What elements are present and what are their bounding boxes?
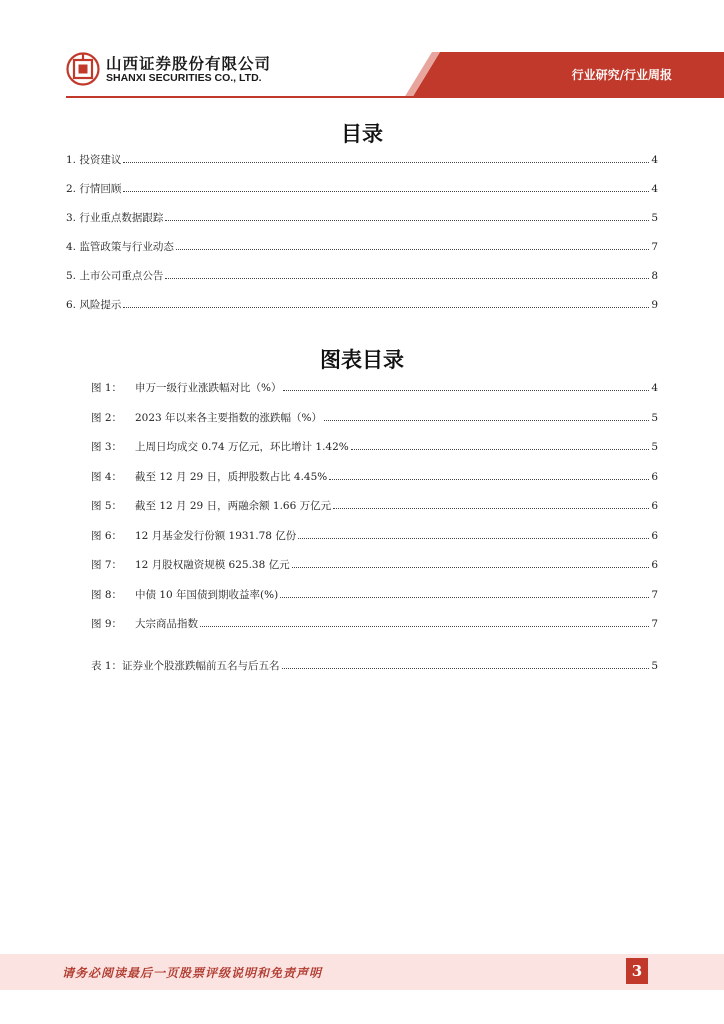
toc-item-label: 2. 行情回顾 bbox=[66, 183, 122, 195]
figure-number: 图 4： bbox=[91, 470, 123, 483]
figure-number: 图 1： bbox=[91, 382, 123, 394]
toc-item-label: 4. 监管政策与行业动态 bbox=[66, 241, 174, 253]
figure-page: 4 bbox=[651, 382, 658, 394]
toc-item-label: 1. 投资建议 bbox=[66, 154, 122, 166]
toc-item-label: 6. 风险提示 bbox=[66, 299, 122, 311]
toc-list bbox=[66, 152, 658, 326]
dot-leader bbox=[324, 419, 649, 421]
figure-label: 截至 12 月 29 日，质押股数占比 4.45% bbox=[135, 470, 328, 483]
dot-leader bbox=[351, 448, 650, 450]
table-label: 表 1：证券业个股涨跌幅前五名与后五名 bbox=[91, 660, 280, 672]
figure-page: 6 bbox=[651, 529, 658, 542]
toc-item[interactable] bbox=[66, 181, 658, 210]
figure-page: 6 bbox=[651, 470, 658, 483]
page-header bbox=[0, 0, 724, 98]
toc-item[interactable] bbox=[66, 152, 658, 181]
figure-item[interactable] bbox=[66, 557, 658, 587]
toc-item-page: 4 bbox=[651, 154, 658, 166]
figure-label: 上周日均成交 0.74 万亿元，环比增计 1.42% bbox=[135, 441, 349, 453]
toc-item[interactable] bbox=[66, 268, 658, 297]
page-number-badge: 3 bbox=[626, 958, 648, 984]
dot-leader bbox=[176, 248, 649, 250]
table-list bbox=[66, 658, 658, 688]
figure-page: 5 bbox=[651, 441, 658, 453]
header-divider bbox=[66, 96, 724, 98]
figure-item[interactable] bbox=[66, 528, 658, 558]
dot-leader bbox=[333, 507, 649, 509]
dot-leader bbox=[165, 219, 649, 221]
dot-leader bbox=[292, 566, 650, 568]
figure-label: 大宗商品指数 bbox=[135, 618, 198, 630]
figure-number: 图 8： bbox=[91, 588, 123, 601]
figure-item[interactable] bbox=[66, 469, 658, 499]
figure-page: 6 bbox=[651, 559, 658, 571]
figure-item[interactable] bbox=[66, 498, 658, 528]
figure-label: 截至 12 月 29 日，两融余额 1.66 万亿元 bbox=[135, 500, 332, 512]
toc-title: 目录 bbox=[341, 122, 383, 146]
dot-leader bbox=[298, 537, 649, 539]
figure-item[interactable] bbox=[66, 616, 658, 646]
table-item[interactable] bbox=[66, 658, 658, 688]
figure-page: 7 bbox=[651, 588, 658, 601]
figure-page: 6 bbox=[651, 500, 658, 512]
figure-number: 图 2： bbox=[91, 411, 123, 424]
dot-leader bbox=[165, 277, 649, 279]
figure-item[interactable] bbox=[66, 587, 658, 617]
figure-number: 图 6： bbox=[91, 529, 123, 542]
toc-item-page: 9 bbox=[651, 299, 658, 311]
toc-item[interactable] bbox=[66, 239, 658, 268]
toc-item[interactable] bbox=[66, 210, 658, 239]
toc-item-page: 7 bbox=[651, 241, 658, 253]
report-type-label: 行业研究/行业周报 bbox=[571, 68, 672, 82]
company-name-en: SHANXI SECURITIES CO., LTD. bbox=[106, 72, 262, 84]
figure-number: 图 3： bbox=[91, 441, 123, 453]
figure-item[interactable] bbox=[66, 380, 658, 410]
dot-leader bbox=[123, 306, 649, 308]
figure-number: 图 5： bbox=[91, 500, 123, 512]
figure-label: 中债 10 年国债到期收益率(%) bbox=[135, 588, 279, 601]
toc-item-label: 5. 上市公司重点公告 bbox=[66, 270, 164, 282]
dot-leader bbox=[123, 190, 649, 192]
table-page: 5 bbox=[651, 660, 658, 672]
figure-label: 12 月股权融资规模 625.38 亿元 bbox=[135, 559, 290, 571]
dot-leader bbox=[283, 389, 649, 391]
figure-number: 图 7： bbox=[91, 559, 123, 571]
toc-item-label: 3. 行业重点数据跟踪 bbox=[66, 212, 164, 224]
figure-item[interactable] bbox=[66, 439, 658, 469]
figure-item[interactable] bbox=[66, 410, 658, 440]
toc-item-page: 5 bbox=[651, 212, 658, 224]
toc-item-page: 8 bbox=[651, 270, 658, 282]
dot-leader bbox=[123, 161, 649, 163]
disclaimer-text: 请务必阅读最后一页股票评级说明和免责声明 bbox=[62, 966, 323, 980]
dot-leader bbox=[280, 596, 649, 598]
figure-label: 2023 年以来各主要指数的涨跌幅（%） bbox=[135, 411, 323, 424]
figure-page: 7 bbox=[651, 618, 658, 630]
toc-item[interactable] bbox=[66, 297, 658, 326]
dot-leader bbox=[329, 478, 649, 480]
figures-title: 图表目录 bbox=[320, 348, 404, 372]
figure-list bbox=[66, 380, 658, 646]
figure-page: 5 bbox=[651, 411, 658, 424]
figure-number: 图 9： bbox=[91, 618, 123, 630]
toc-item-page: 4 bbox=[651, 183, 658, 195]
figure-label: 申万一级行业涨跌幅对比（%） bbox=[135, 382, 282, 394]
company-logo-icon bbox=[66, 52, 100, 86]
figure-label: 12 月基金发行份额 1931.78 亿份 bbox=[135, 529, 297, 542]
company-name-cn: 山西证券股份有限公司 bbox=[106, 55, 272, 73]
dot-leader bbox=[282, 667, 650, 669]
dot-leader bbox=[200, 625, 649, 627]
